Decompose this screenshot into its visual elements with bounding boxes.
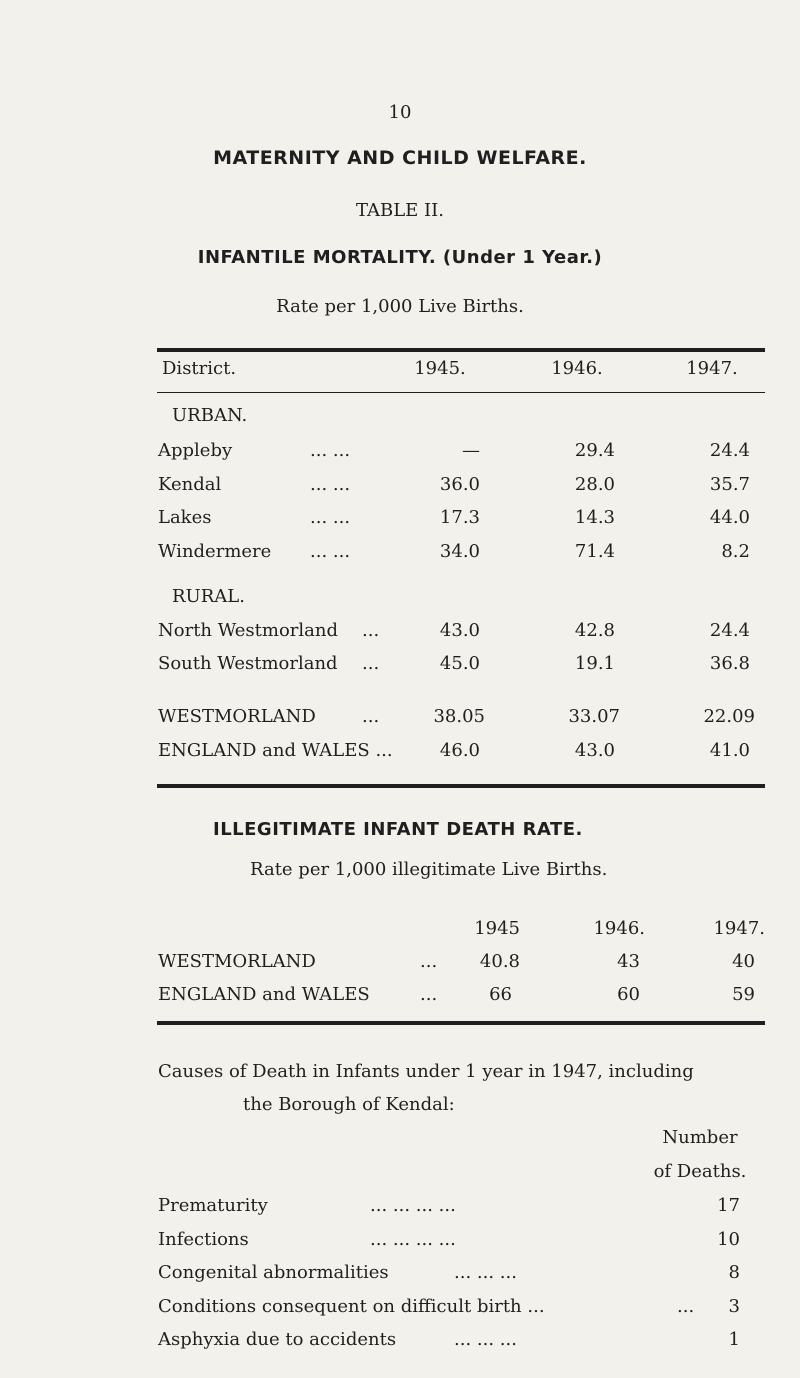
section1-subtitle: Rate per 1,000 Live Births. — [276, 296, 524, 317]
section1-title: INFANTILE MORTALITY. (Under 1 Year.) — [197, 247, 603, 268]
page-heading: MATERNITY AND CHILD WELFARE. — [213, 147, 587, 169]
table-top-rule — [157, 348, 765, 352]
group-label-rural: RURAL. — [172, 586, 245, 607]
column-header-district: District. — [162, 358, 237, 379]
table-label: TABLE II. — [355, 200, 444, 221]
column-header-1945: 1945. — [414, 358, 466, 379]
number-header-line1: Number — [662, 1127, 738, 1148]
table-bottom-rule — [157, 784, 765, 788]
column-header-1945: 1945 — [474, 918, 520, 939]
column-header-1946: 1946. — [593, 918, 645, 939]
section2-title: ILLEGITIMATE INFANT DEATH RATE. — [213, 819, 583, 840]
section2-subtitle: Rate per 1,000 illegitimate Live Births. — [250, 859, 608, 880]
page-number: 10 — [388, 102, 412, 123]
number-header-line2: of Deaths. — [653, 1161, 747, 1182]
column-header-1947: 1947. — [713, 918, 765, 939]
header-rule — [157, 392, 765, 393]
causes-intro-line2: the Borough of Kendal: — [243, 1094, 455, 1115]
column-header-1946: 1946. — [551, 358, 603, 379]
section2-bottom-rule — [157, 1021, 765, 1025]
column-header-1947: 1947. — [686, 358, 738, 379]
causes-intro-line1: Causes of Death in Infants under 1 year in 1947, including — [158, 1061, 694, 1082]
group-label-urban: URBAN. — [172, 405, 248, 426]
